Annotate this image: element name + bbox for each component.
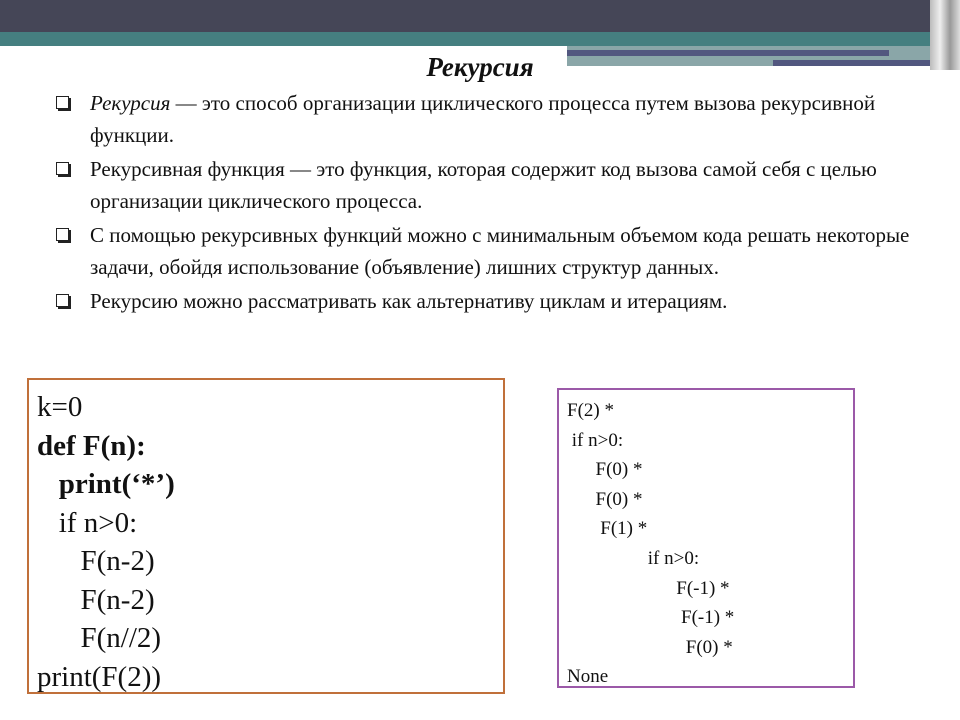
code-box xyxy=(27,378,505,694)
checkbox-bullet-icon xyxy=(56,96,69,109)
code-line: k=0 xyxy=(37,391,83,423)
bullet-text: Рекурсию можно рассматривать как альтернативу циклам и итерациям. xyxy=(90,289,728,313)
code-line: print(‘*’) xyxy=(37,468,175,500)
bullet-list xyxy=(56,88,936,321)
checkbox-bullet-icon xyxy=(56,228,69,241)
trace-line: if n>0: xyxy=(567,547,700,569)
trace-line: if n>0: xyxy=(567,429,624,451)
trace-line: F(0) * xyxy=(567,488,643,510)
bullet-item xyxy=(56,286,936,318)
trace-line: F(2) * xyxy=(567,400,614,421)
trace-line: F(0) * xyxy=(567,636,733,658)
bullet-item xyxy=(56,154,936,217)
trace-line: None xyxy=(567,666,609,688)
header-bar xyxy=(0,0,960,32)
code-line: def F(n): xyxy=(37,429,146,462)
trace-line: F(-1) * xyxy=(567,577,730,599)
trace-line: F(0) * xyxy=(567,459,643,481)
code-line: F(n//2) xyxy=(37,622,162,654)
checkbox-bullet-icon xyxy=(56,162,69,175)
bullet-text: Рекурсивная функция — это функция, которая содержит код вызова самой себя с целью организации циклического процесса. xyxy=(90,157,877,213)
code-line: F(n-2) xyxy=(37,545,155,577)
bullet-text: С помощью рекурсивных функций можно с минимальным объемом кода решать некоторые задачи, обойдя использование (объявление) лишних структур данных. xyxy=(90,223,910,279)
bullet-item xyxy=(56,88,936,151)
bullet-text: — это способ организации циклического процесса путем вызова рекурсивной функции. xyxy=(90,91,876,147)
trace-box xyxy=(557,388,855,688)
code-line: if n>0: xyxy=(37,506,138,539)
header-band xyxy=(0,32,940,46)
bullet-emphasis: Рекурсия xyxy=(90,91,171,115)
bullet-item xyxy=(56,220,936,283)
trace-line: F(-1) * xyxy=(567,607,735,629)
trace-line: F(1) * xyxy=(567,518,648,540)
slide-title: Рекурсия xyxy=(426,52,534,82)
code-line: print(F(2)) xyxy=(37,660,162,693)
checkbox-bullet-icon xyxy=(56,294,69,307)
code-line: F(n-2) xyxy=(37,583,155,616)
